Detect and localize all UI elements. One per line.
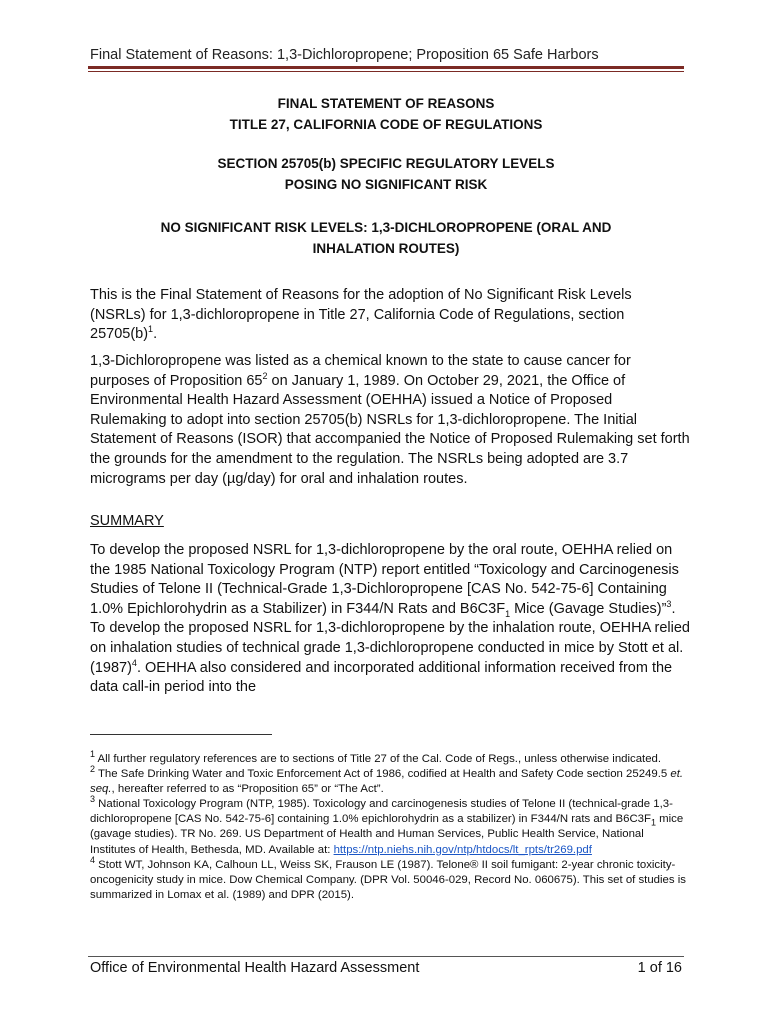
footnote-italic: et. seq. bbox=[90, 768, 684, 796]
page-number: 1 of 16 bbox=[637, 960, 682, 976]
footnote-3 bbox=[90, 794, 690, 857]
title-block-3 bbox=[88, 217, 684, 259]
paragraph-text: This is the Final Statement of Reasons for the adoption of No Significant Risk Levels (NSRLs) for 1,3-dichloropropene in Title 27, California Code of Regulations, section 25705(b) bbox=[90, 287, 632, 343]
title-line: SECTION 25705(b) SPECIFIC REGULATORY LEVELS bbox=[217, 156, 555, 171]
paragraph-text: Mice (Gavage Studies)” bbox=[510, 600, 667, 617]
footnote-ref-4[interactable]: 4 bbox=[131, 657, 137, 668]
footnote-number: 2 bbox=[90, 764, 96, 775]
listing-paragraph bbox=[90, 352, 690, 489]
title-line: POSING NO SIGNIFICANT RISK bbox=[284, 177, 488, 192]
running-header: Final Statement of Reasons: 1,3-Dichloropropene; Proposition 65 Safe Harbors bbox=[90, 47, 599, 63]
header-rule-thick bbox=[88, 66, 684, 69]
paragraph-text: To develop the proposed NSRL for 1,3-dichloropropene by the oral route, OEHHA relied on the 1985 National Toxicology Program (NTP) report entitled “Toxicology and Carcinogenesis Studies of Telone II (Technical-Grade 1,3-Dichloropropene [CAS No. 542-75-6] Containing 1.0% Epichlorohydrin as a Stabilizer) in F344/N Rats and B6C3F bbox=[90, 542, 679, 617]
footnote-separator bbox=[90, 734, 272, 735]
footnote-ref-1[interactable]: 1 bbox=[148, 324, 154, 335]
footnote-ref-2[interactable]: 2 bbox=[262, 370, 268, 381]
footnotes bbox=[90, 749, 690, 903]
title-block-1 bbox=[88, 93, 684, 135]
footnote-ref-3[interactable]: 3 bbox=[666, 598, 672, 609]
title-block-2 bbox=[88, 153, 684, 195]
footnote-4 bbox=[90, 854, 690, 903]
footnote-number: 1 bbox=[90, 749, 96, 760]
footnote-text: mice (gavage studies). TR No. 269. US Department of Health and Human Services, Public Health Service, National Institutes of Health, Bethesda, MD. Available at: bbox=[90, 813, 684, 856]
footnote-1 bbox=[90, 749, 690, 767]
summary-heading: SUMMARY bbox=[90, 513, 164, 529]
footnote-number: 3 bbox=[90, 794, 96, 805]
paragraph-text: . bbox=[153, 326, 158, 343]
footer-agency: Office of Environmental Health Hazard Assessment bbox=[90, 960, 420, 976]
paragraph-text: 1,3-Dichloropropene was listed as a chemical known to the state to cause cancer for purposes of Proposition 65 bbox=[90, 353, 631, 389]
paragraph-text: on January 1, 1989. On October 29, 2021, the Office of Environmental Health Hazard Assessment (OEHHA) issued a Notice of Proposed Rulemaking to adopt into section 25705(b) NSRLs for 1,3-dichloropropene. The Initial Statement of Reasons (ISOR) that accompanied the Notice of Proposed Rulemaking set forth the grounds for the amendment to the regulation. The NSRLs being adopted are 3.7 micrograms per day (µg/day) for oral and inhalation routes. bbox=[90, 372, 690, 487]
footer-rule bbox=[88, 956, 684, 957]
summary-paragraph bbox=[90, 541, 690, 698]
title-line: INHALATION ROUTES) bbox=[312, 241, 460, 256]
footnote-text: National Toxicology Program (NTP, 1985). Toxicology and carcinogenesis studies of Telone II (technical-grade 1,3-dichloropropene [CAS No. 542-75-6] containing 1.0% epichlorohydrin as a stabilizer) in F344/N rats and B6C3F bbox=[90, 798, 673, 826]
footnote-2 bbox=[90, 764, 690, 797]
ntp-report-link[interactable]: https://ntp.niehs.nih.gov/ntp/htdocs/lt_rpts/tr269.pdf bbox=[333, 843, 592, 856]
footnote-text: All further regulatory references are to sections of Title 27 of the Cal. Code of Regs., unless otherwise indicated. bbox=[95, 753, 662, 765]
subscript: 1 bbox=[650, 817, 656, 828]
footnote-text: , hereafter referred to as “Proposition 65” or “The Act”. bbox=[111, 783, 384, 796]
title-line: TITLE 27, CALIFORNIA CODE OF REGULATIONS bbox=[229, 117, 543, 132]
title-line: FINAL STATEMENT OF REASONS bbox=[277, 96, 495, 111]
paragraph-text: . To develop the proposed NSRL for 1,3-dichloropropene by the inhalation route, OEHHA relied on inhalation studies of technical grade 1,3-dichloropropene conducted in mice by Stott et al. (1987) bbox=[90, 600, 690, 676]
footnote-text: The Safe Drinking Water and Toxic Enforcement Act of 1986, codified at Health and Safety Code section 25249.5 bbox=[95, 768, 671, 781]
header-rule-thin bbox=[88, 71, 684, 72]
subscript: 1 bbox=[505, 608, 511, 619]
title-line: NO SIGNIFICANT RISK LEVELS: 1,3-DICHLOROPROPENE (ORAL AND bbox=[160, 220, 612, 235]
footnote-text: Stott WT, Johnson KA, Calhoun LL, Weiss SK, Frauson LE (1987). Telone® II soil fumigant: 2-year chronic toxicity-oncogenicity study in mice. Dow Chemical Company. (DPR Vol. 50046-029, Record No. 060675). This set of studies is summarized in Lomax et al. (1989) and DPR (2015). bbox=[90, 858, 686, 901]
footnote-number: 4 bbox=[90, 854, 96, 865]
paragraph-text: . OEHHA also considered and incorporated additional information received from the data call-in period into the bbox=[90, 659, 673, 696]
intro-paragraph bbox=[90, 286, 690, 345]
